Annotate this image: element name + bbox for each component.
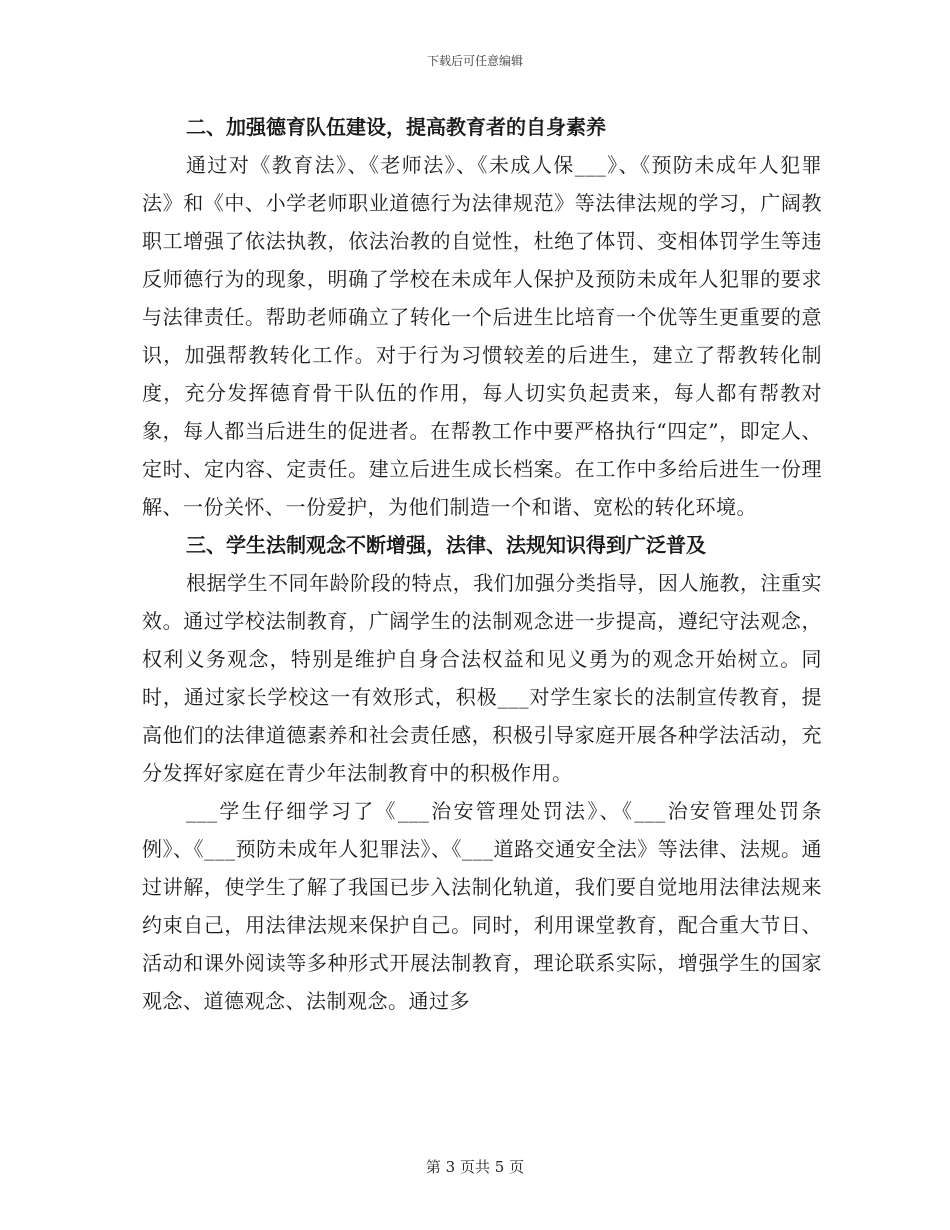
document-body [142,108,822,1020]
section-heading-2: 二、加强德育队伍建设，提高教育者的自身素养 [186,115,606,139]
page-number: 第 3 页共 5 页 [425,1158,525,1176]
page-header: 下载后可任意编辑 [426,54,523,68]
paragraph: 通过对《教育法》、《老师法》、《未成人保___》、《预防未成年人犯罪法》和《中、小学老师职业道德行为法律规范》等法律法规的学习，广阔教职工增强了依法执教，依法治教的自觉性，杜绝了体罚、变相体罚学生等违反师德行为的现象，明确了学校在未成年人保护及预防未成年人犯罪的要求与法律责任。帮助老师确立了转化一个后进生比培育一个优等生更重要的意识，加强帮教转化工作。对于行为习惯较差的后进生，建立了帮教转化制度，充分发挥德育骨干队伍的作用，每人切实负起责来，每人都有帮教对象，每人都当后进生的促进者。在帮教工作中要严格执行“四定”，即定人、定时、定内容、定责任。建立后进生成长档案。在工作中多给后进生一份理解、一份关怀、一份爱护，为他们制造一个和谐、宽松的转化环境。 [142,153,822,519]
section-heading-3: 三、学生法制观念不断增强，法律、法规知识得到广泛普及 [186,533,706,557]
paragraph: 根据学生不同年龄阶段的特点，我们加强分类指导，因人施教，注重实效。通过学校法制教育，广阔学生的法制观念进一步提高，遵纪守法观念，权利义务观念，特别是维护自身合法权益和见义勇为的观念开始树立。同时，通过家长学校这一有效形式，积极___对学生家长的法制宣传教育，提高他们的法律道德素养和社会责任感，积极引导家庭开展各种学法活动，充分发挥好家庭在青少年法制教育中的积极作用。 [142,571,822,785]
paragraph: ___学生仔细学习了《___治安管理处罚法》、《___治安管理处罚条例》、《___预防未成年人犯罪法》、《___道路交通安全法》等法律、法规。通过讲解，使学生了解了我国已步入法制化轨道，我们要自觉地用法律法规来约束自己，用法律法规来保护自己。同时，利用课堂教育，配合重大节日、活动和课外阅读等多种形式开展法制教育，理论联系实际，增强学生的国家观念、道德观念、法制观念。通过多 [142,799,822,1013]
